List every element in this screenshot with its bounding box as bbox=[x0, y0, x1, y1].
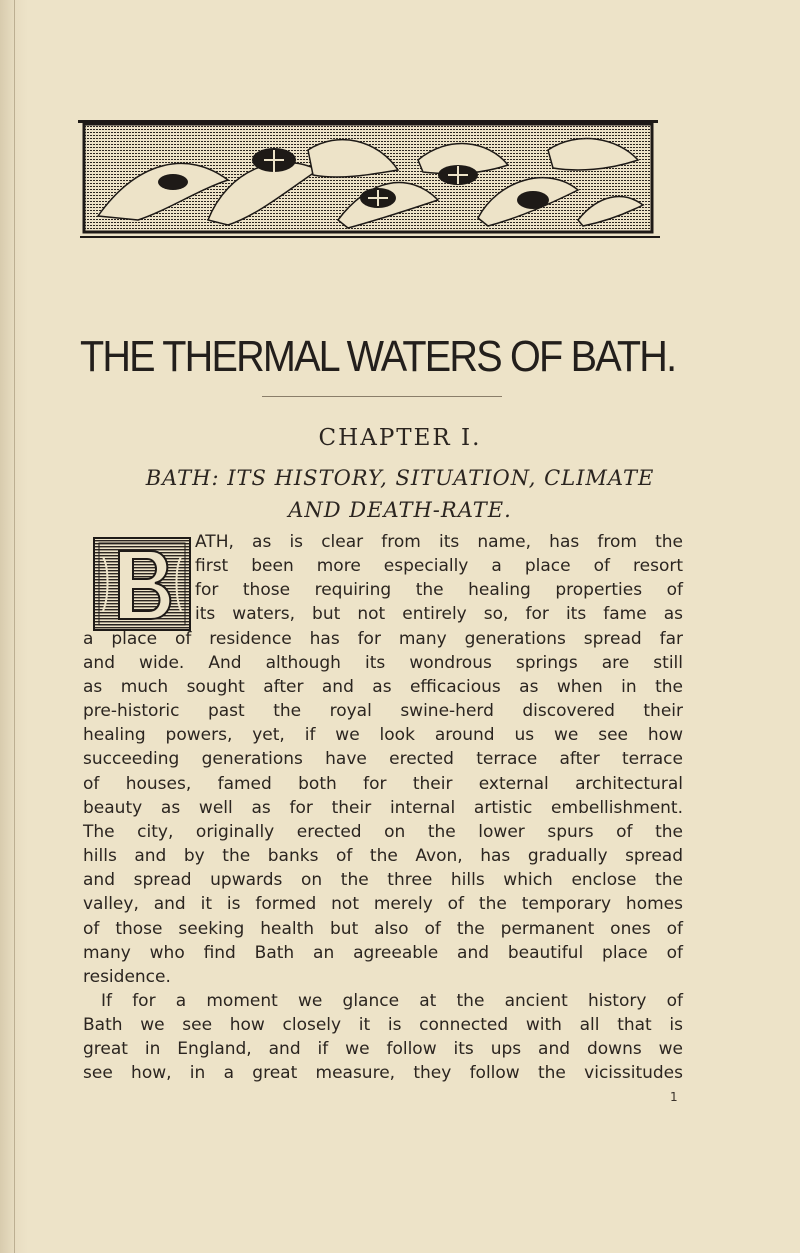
chapter-subtitle-line: AND DEATH-RATE. bbox=[288, 498, 512, 522]
body-line: first been more especially a place of resort bbox=[195, 556, 683, 577]
page-number: 1 bbox=[670, 1090, 678, 1104]
chapter-subtitle bbox=[95, 462, 705, 526]
body-line: a place of residence has for many generations spread far bbox=[83, 628, 683, 649]
body-line: succeeding generations have erected terrace after terrace bbox=[83, 749, 683, 770]
chapter-heading: CHAPTER I. bbox=[318, 425, 482, 451]
body-line: of those seeking health but also of the permanent ones of bbox=[83, 918, 683, 939]
body-line: healing powers, yet, if we look around us we see how bbox=[83, 725, 683, 746]
body-line: beauty as well as for their internal artistic embellishment. bbox=[83, 797, 683, 818]
body-line: valley, and it is formed not merely of the temporary homes bbox=[83, 894, 683, 915]
chapter-subtitle-line: BATH: ITS HISTORY, SITUATION, CLIMATE bbox=[145, 466, 655, 490]
body-line: ATH, as is clear from its name, has from the bbox=[195, 532, 683, 552]
body-line: and spread upwards on the three hills which enclose the bbox=[83, 870, 683, 891]
body-line: residence. bbox=[83, 966, 171, 987]
body-line: great in England, and if we follow its ups and downs we bbox=[83, 1039, 683, 1060]
body-line: and wide. And although its wondrous springs are still bbox=[83, 652, 683, 673]
title-rule bbox=[262, 396, 502, 397]
body-line: its waters, but not entirely so, for its fame as bbox=[195, 604, 683, 625]
floral-headpiece-icon bbox=[78, 120, 660, 242]
body-line: of houses, famed both for their external architectural bbox=[83, 773, 683, 794]
body-line: If for a moment we glance at the ancient history of bbox=[101, 990, 683, 1011]
body-line: as much sought after and as efficacious as when in the bbox=[83, 676, 683, 697]
body-line: see how, in a great measure, they follow the vicissitudes bbox=[83, 1063, 683, 1084]
body-line: Bath we see how closely it is connected with all that is bbox=[83, 1015, 683, 1036]
body-line: hills and by the banks of the Avon, has gradually spread bbox=[83, 846, 683, 867]
body-line: The city, originally erected on the lower spurs of the bbox=[83, 821, 683, 842]
book-gutter bbox=[14, 0, 15, 1253]
body-line: for those requiring the healing properties of bbox=[195, 580, 683, 601]
body-line: many who find Bath an agreeable and beautiful place of bbox=[83, 942, 683, 963]
body-line: pre-historic past the royal swine-herd discovered their bbox=[83, 701, 683, 722]
page-title: THE THERMAL WATERS OF BATH. bbox=[80, 332, 676, 381]
body-paragraphs bbox=[83, 530, 683, 1086]
